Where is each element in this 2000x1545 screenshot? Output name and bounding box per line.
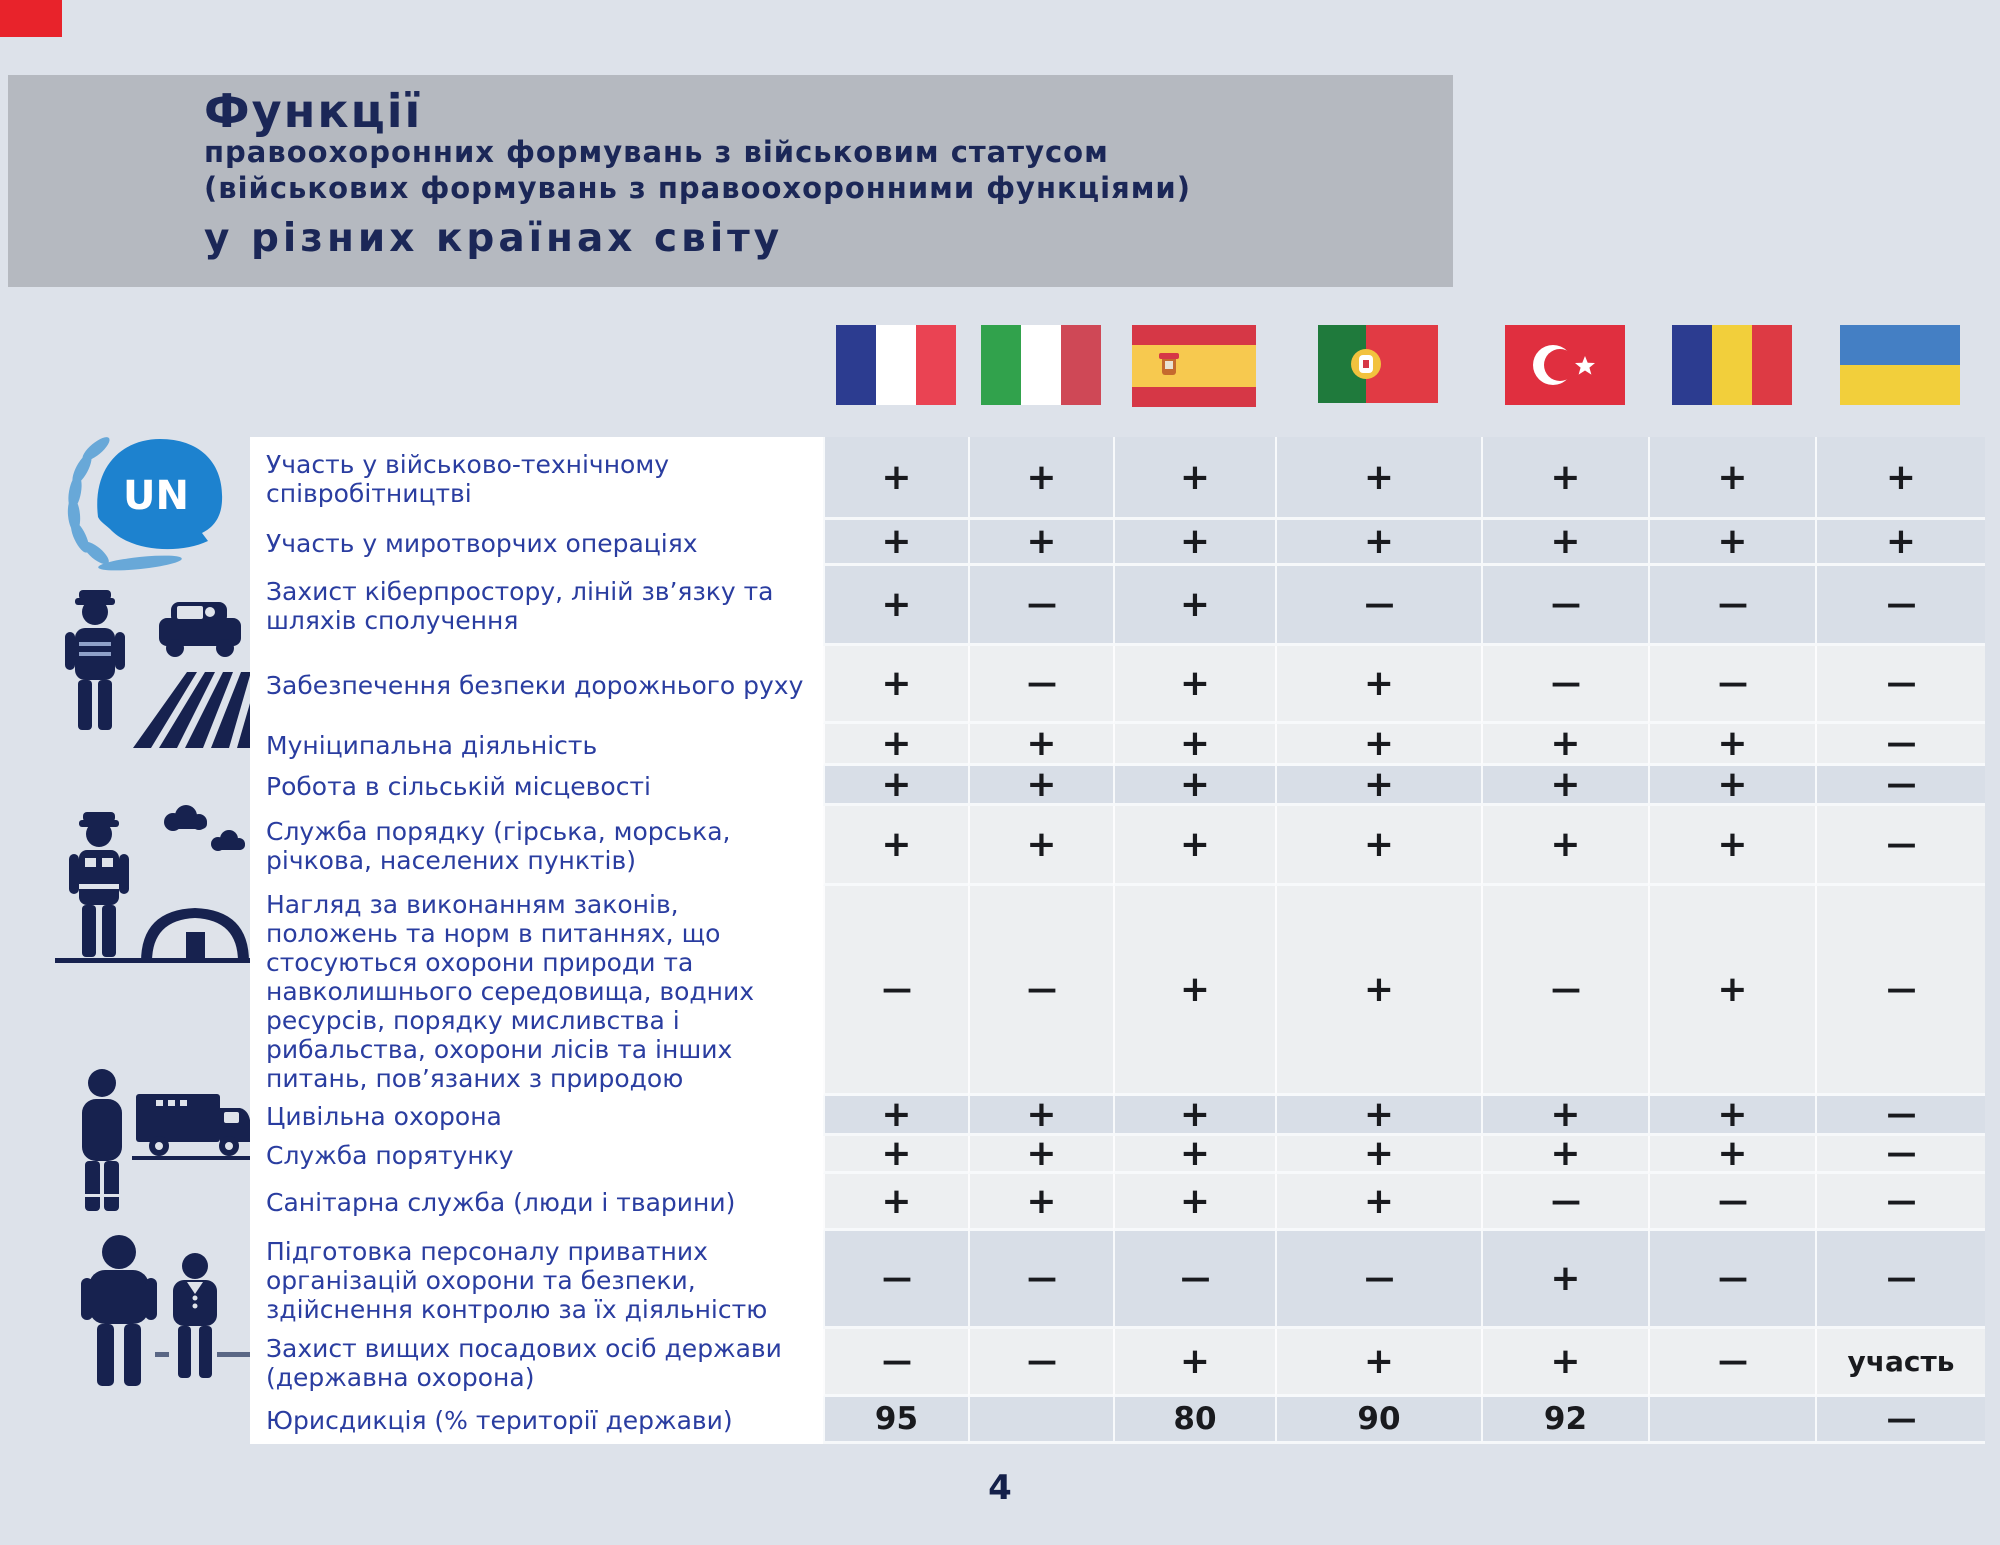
plus-mark: + (1717, 521, 1748, 562)
mark-cell (1481, 646, 1648, 724)
plus-mark: + (881, 1094, 912, 1135)
plus-mark: + (1179, 764, 1211, 805)
dash-mark: — (1886, 767, 1916, 802)
value-text: участь (1847, 1345, 1955, 1378)
un-peacekeeping-helmet-icon (58, 425, 243, 579)
mark-cell (823, 1397, 968, 1444)
mark-cell (1481, 1231, 1648, 1329)
dash-mark: — (1551, 1183, 1580, 1219)
mark-cell (1815, 766, 1985, 806)
plus-mark: + (1717, 723, 1748, 764)
plus-mark: + (1179, 824, 1211, 865)
mark-cell (968, 566, 1113, 646)
dash-mark: — (882, 1261, 911, 1296)
plus-mark: + (1179, 1094, 1211, 1135)
mark-cell (1113, 1133, 1275, 1174)
mark-cell (968, 1133, 1113, 1174)
mark-cell (1113, 806, 1275, 886)
plus-mark: + (1363, 521, 1395, 562)
mark-cell (968, 520, 1113, 566)
mark-cell (1648, 886, 1815, 1096)
mark-cell (968, 1174, 1113, 1231)
value-text: 90 (1357, 1401, 1401, 1437)
dash-mark: — (1027, 1344, 1056, 1379)
plus-mark: + (1026, 521, 1057, 562)
mark-cell (1275, 1397, 1481, 1444)
mark-cell (1815, 1231, 1985, 1329)
mark-cell (1275, 1096, 1481, 1136)
plus-mark: + (1179, 969, 1211, 1010)
mark-cell (1113, 646, 1275, 724)
plus-mark: + (1179, 663, 1211, 704)
plus-mark: + (1885, 456, 1917, 498)
plus-mark: + (1363, 723, 1395, 764)
mark-cell (968, 1096, 1113, 1136)
plus-mark: + (1363, 1133, 1395, 1174)
dash-mark: — (1886, 827, 1916, 862)
mark-cell (968, 1397, 1113, 1444)
plus-mark: + (1179, 1133, 1211, 1174)
plus-mark: + (1026, 1133, 1057, 1174)
plus-mark: + (1363, 1180, 1395, 1222)
plus-mark: + (1550, 723, 1581, 764)
dash-mark: — (1886, 1136, 1916, 1171)
mark-cell (823, 1174, 968, 1231)
red-corner-mark (0, 0, 62, 37)
function-row-label: Захист вищих посадових осіб держави (державна охорона) (250, 1329, 823, 1397)
mark-cell (1481, 1133, 1648, 1174)
mark-cell (1481, 1329, 1648, 1397)
plus-mark: + (1550, 824, 1581, 865)
dash-mark: — (1180, 1261, 1210, 1296)
mark-cell (1113, 1397, 1275, 1444)
value-text: 95 (874, 1401, 919, 1437)
function-row-label: Захист кіберпростору, ліній зв’язку та шляхів сполучення (250, 566, 823, 646)
plus-mark: + (881, 584, 912, 625)
plus-mark: + (1363, 663, 1395, 704)
plus-mark: + (1026, 723, 1057, 764)
functions-table (250, 325, 1985, 1444)
mark-cell (1648, 1133, 1815, 1174)
order-service-camp-icon (55, 800, 260, 984)
function-row-label: Санітарна служба (люди і тварини) (250, 1174, 823, 1231)
mark-cell (1648, 1174, 1815, 1231)
dash-mark: — (1886, 1097, 1916, 1132)
plus-mark: + (881, 521, 912, 562)
function-row-label: Нагляд за виконанням законів, положень та норм в питаннях, що стосуються охорони природи та навколишнього середовища, водних ресурсів, порядку мисливства і рибальства, охорони лісів та інших питань, пов’язаних з природою (250, 886, 823, 1096)
plus-mark: + (881, 723, 912, 764)
mark-cell (1275, 1231, 1481, 1329)
dash-mark: — (1027, 972, 1056, 1007)
function-row-label: Участь у миротворчих операціях (250, 520, 823, 566)
mark-cell (1113, 1231, 1275, 1329)
dash-mark: — (1886, 726, 1916, 761)
mark-cell (1815, 520, 1985, 566)
mark-cell (1648, 1397, 1815, 1444)
flag-portugal-icon (1275, 325, 1481, 437)
rescue-service-icon (60, 1068, 260, 1224)
plus-mark: + (1550, 1133, 1581, 1174)
dash-mark: — (1886, 1401, 1916, 1437)
table-corner-spacer (250, 325, 823, 437)
title-line-3: (військових формувань з правоохоронними функціями) (204, 170, 1191, 205)
mark-cell (1648, 1096, 1815, 1136)
mark-cell (1481, 886, 1648, 1096)
mark-cell (968, 646, 1113, 724)
title-line-4: у різних країнах світу (204, 216, 784, 262)
mark-cell (823, 766, 968, 806)
plus-mark: + (1363, 969, 1395, 1010)
plus-mark: + (1363, 1341, 1395, 1382)
dash-mark: — (1886, 666, 1916, 701)
dash-mark: — (1364, 587, 1394, 622)
flag-romania-icon (1648, 325, 1815, 437)
plus-mark: + (1717, 764, 1748, 805)
flag-italy-icon (968, 325, 1113, 437)
mark-cell (1815, 1136, 1985, 1174)
dash-mark: — (1027, 587, 1056, 622)
mark-cell (823, 1096, 968, 1136)
plus-mark: + (1550, 1258, 1581, 1299)
mark-cell (1275, 1133, 1481, 1174)
mark-cell (1648, 646, 1815, 724)
mark-cell (1275, 806, 1481, 886)
mark-cell (1275, 1174, 1481, 1231)
plus-mark: + (1179, 1180, 1211, 1222)
dash-mark: — (1718, 1261, 1747, 1296)
plus-mark: + (1026, 1180, 1057, 1222)
plus-mark: + (1179, 723, 1211, 764)
mark-cell (1275, 1329, 1481, 1397)
mark-cell (823, 520, 968, 566)
mark-cell (1648, 1231, 1815, 1329)
mark-cell (1648, 566, 1815, 646)
dash-mark: — (1718, 587, 1747, 622)
mark-cell (1275, 766, 1481, 806)
flag-turkey-icon (1481, 325, 1648, 437)
mark-cell (1481, 520, 1648, 566)
plus-mark: + (881, 824, 912, 865)
plus-mark: + (1550, 521, 1581, 562)
mark-cell (1648, 724, 1815, 766)
plus-mark: + (881, 764, 912, 805)
dash-mark: — (1551, 972, 1580, 1007)
mark-cell (823, 437, 968, 520)
mark-cell (1481, 437, 1648, 520)
dash-mark: — (1718, 1344, 1747, 1379)
mark-cell (823, 1133, 968, 1174)
flag-spain-icon (1113, 325, 1275, 437)
plus-mark: + (1179, 521, 1211, 562)
dash-mark: — (1551, 666, 1580, 701)
dash-mark: — (1886, 587, 1916, 622)
function-row-label: Підготовка персоналу приватних організацій охорони та безпеки, здійснення контролю за їх діяльністю (250, 1231, 823, 1329)
mark-cell (1481, 724, 1648, 766)
plus-mark: + (1363, 456, 1395, 498)
mark-cell (1815, 886, 1985, 1096)
plus-mark: + (1550, 764, 1581, 805)
function-row-label: Муніципальна діяльність (250, 724, 823, 766)
dash-mark: — (1886, 1183, 1916, 1219)
mark-cell (1481, 806, 1648, 886)
dash-mark: — (882, 972, 911, 1007)
plus-mark: + (1550, 1094, 1581, 1135)
dash-mark: — (1886, 972, 1916, 1007)
mark-cell (823, 566, 968, 646)
function-row-label: Участь у військово-технічному співробітництві (250, 437, 823, 520)
title-line-2: правоохоронних формувань з військовим статусом (204, 135, 1109, 170)
mark-cell (1275, 724, 1481, 766)
mark-cell (968, 724, 1113, 766)
mark-cell (1815, 724, 1985, 766)
plus-mark: + (1717, 969, 1748, 1010)
mark-cell (823, 1231, 968, 1329)
mark-cell (968, 766, 1113, 806)
plus-mark: + (1717, 1133, 1748, 1174)
mark-cell (1113, 566, 1275, 646)
mark-cell (1481, 566, 1648, 646)
mark-cell (1113, 766, 1275, 806)
plus-mark: + (881, 663, 912, 704)
plus-mark: + (881, 1133, 912, 1174)
mark-cell (1113, 1174, 1275, 1231)
mark-cell (1113, 886, 1275, 1096)
value-text: 92 (1543, 1401, 1588, 1437)
plus-mark: + (1026, 764, 1057, 805)
mark-cell (1648, 437, 1815, 520)
mark-cell (1648, 1329, 1815, 1397)
function-row-label: Цивільна охорона (250, 1096, 823, 1136)
dash-mark: — (1886, 1261, 1916, 1296)
mark-cell (1815, 1329, 1985, 1397)
mark-cell (1113, 724, 1275, 766)
plus-mark: + (1179, 1341, 1211, 1382)
mark-cell (1648, 766, 1815, 806)
page-number: 4 (988, 1468, 1012, 1508)
mark-cell (1815, 806, 1985, 886)
mark-cell (1275, 646, 1481, 724)
mark-cell (968, 437, 1113, 520)
mark-cell (1815, 646, 1985, 724)
plus-mark: + (1026, 1094, 1057, 1135)
mark-cell (968, 806, 1113, 886)
dash-mark: — (1027, 666, 1056, 701)
mark-cell (968, 1329, 1113, 1397)
mark-cell (1815, 437, 1985, 520)
mark-cell (1648, 806, 1815, 886)
mark-cell (1113, 1096, 1275, 1136)
dash-mark: — (1718, 1183, 1747, 1219)
dash-mark: — (1551, 587, 1580, 622)
plus-mark: + (1179, 584, 1211, 625)
mark-cell (968, 1231, 1113, 1329)
mark-cell (1481, 1096, 1648, 1136)
mark-cell (1815, 1174, 1985, 1231)
title-block (8, 75, 1453, 287)
mark-cell (823, 886, 968, 1096)
mark-cell (1648, 520, 1815, 566)
flag-france-icon (823, 325, 968, 437)
plus-mark: + (1717, 824, 1748, 865)
mark-cell (823, 1329, 968, 1397)
plus-mark: + (1363, 1094, 1395, 1135)
function-row-label: Служба порядку (гірська, морська, річкова, населених пунктів) (250, 806, 823, 886)
plus-mark: + (881, 1180, 912, 1222)
mark-cell (1481, 766, 1648, 806)
plus-mark: + (1717, 1094, 1748, 1135)
plus-mark: + (1363, 764, 1395, 805)
dash-mark: — (1718, 666, 1747, 701)
title-line-1: Функції (204, 84, 423, 138)
plus-mark: + (1550, 456, 1581, 498)
svg-text:UN: UN (123, 473, 189, 519)
function-row-label: Забезпечення безпеки дорожнього руху (250, 646, 823, 724)
officials-protection-icon (55, 1232, 255, 1401)
mark-cell (1113, 520, 1275, 566)
mark-cell (1275, 437, 1481, 520)
flag-ukraine-icon (1815, 325, 1985, 437)
mark-cell (1113, 437, 1275, 520)
mark-cell (1481, 1397, 1648, 1444)
plus-mark: + (881, 456, 912, 498)
mark-cell (1815, 1096, 1985, 1136)
dash-mark: — (1364, 1261, 1394, 1296)
plus-mark: + (1885, 521, 1917, 562)
dash-mark: — (1027, 1261, 1056, 1296)
mark-cell (823, 724, 968, 766)
plus-mark: + (1179, 456, 1211, 498)
mark-cell (1481, 1174, 1648, 1231)
plus-mark: + (1550, 1341, 1581, 1382)
mark-cell (1113, 1329, 1275, 1397)
mark-cell (1275, 886, 1481, 1096)
mark-cell (1275, 520, 1481, 566)
plus-mark: + (1717, 456, 1748, 498)
plus-mark: + (1026, 824, 1057, 865)
mark-cell (1815, 566, 1985, 646)
mark-cell (968, 886, 1113, 1096)
plus-mark: + (1026, 456, 1057, 498)
mark-cell (823, 806, 968, 886)
function-row-label: Робота в сільській місцевості (250, 766, 823, 806)
mark-cell (1275, 566, 1481, 646)
function-row-label: Служба порятунку (250, 1136, 823, 1174)
dash-mark: — (882, 1344, 911, 1379)
function-row-label: Юрисдикція (% території держави) (250, 1397, 823, 1444)
mark-cell (823, 646, 968, 724)
traffic-police-icon (55, 580, 255, 759)
plus-mark: + (1363, 824, 1395, 865)
mark-cell (1815, 1397, 1985, 1444)
value-text: 80 (1173, 1401, 1217, 1437)
